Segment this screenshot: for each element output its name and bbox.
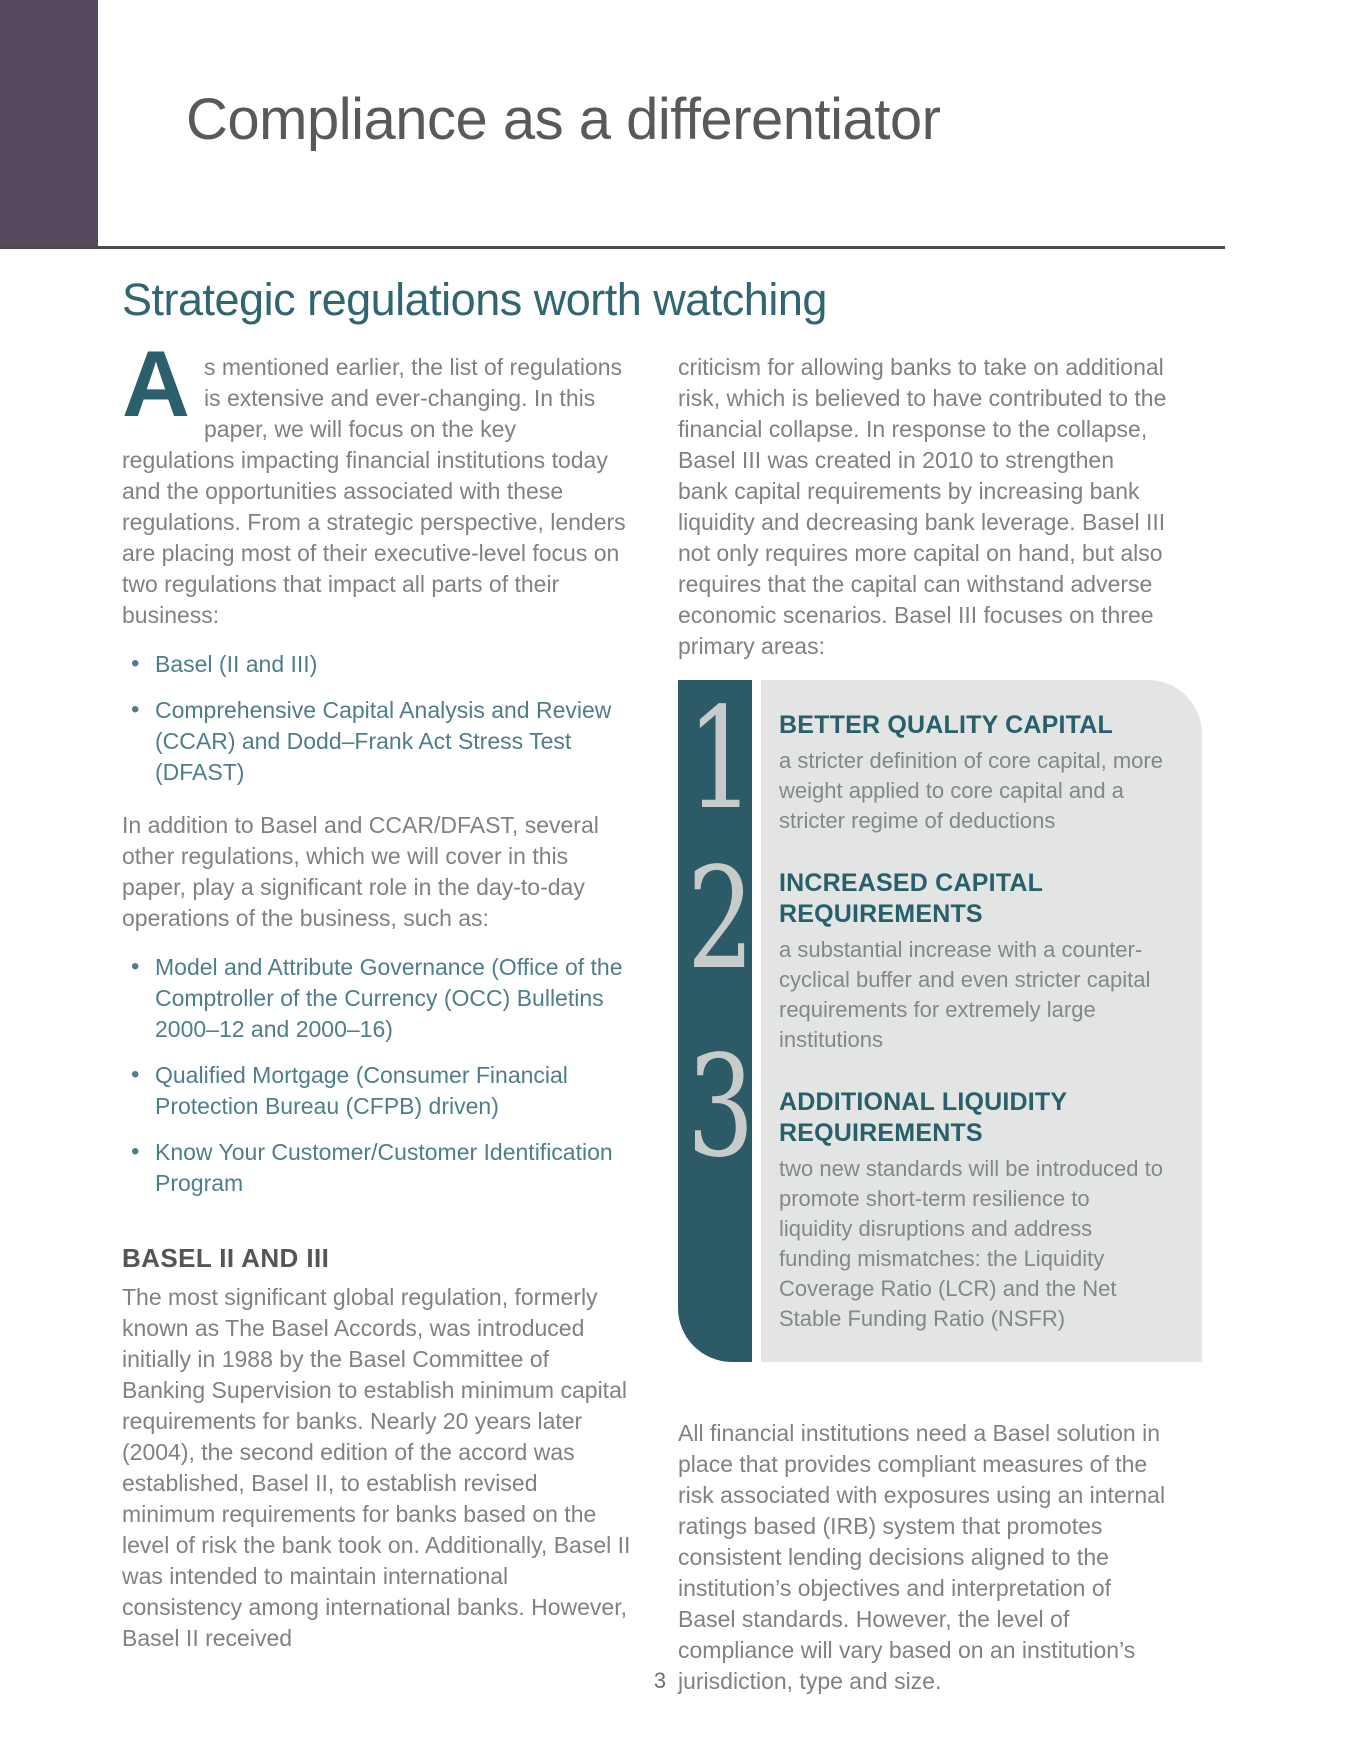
list-item-text: Know Your Customer/Customer Identification Program: [155, 1139, 613, 1196]
callout-panel: [761, 680, 1202, 1362]
list-item-text: Model and Attribute Governance (Office of the Comptroller of the Currency (OCC) Bulletins 2000–12 and 2000–16): [155, 954, 623, 1042]
right-column: [678, 352, 1202, 1715]
callout-number-3: 3: [686, 1026, 755, 1189]
two-column-layout: [122, 331, 1206, 1715]
list-item-text: Comprehensive Capital Analysis and Review (CCAR) and Dodd–Frank Act Stress Test (DFAST): [155, 697, 612, 785]
list-item: [122, 695, 634, 788]
callout-item-body: a substantial increase with a counter-cyclical buffer and even stricter capital requirements for extremely large institutions: [779, 937, 1151, 1052]
basel-heading: BASEL II AND III: [122, 1243, 330, 1273]
purple-accent-block: [0, 0, 98, 246]
drop-cap-letter: A: [122, 331, 190, 436]
intro-paragraph: [122, 331, 634, 631]
secondary-regulations-list: [122, 952, 634, 1199]
basel-focus-callout: [678, 680, 1202, 1362]
page-number: 3: [653, 1668, 667, 1693]
callout-item-body: two new standards will be introduced to promote short-term resilience to liquidity disruptions and address funding mismatches: the Liquidity Coverage Ratio (LCR) and the Net Stable Funding Ratio (NSFR): [779, 1156, 1163, 1331]
section-heading: Strategic regulations worth watching: [122, 274, 827, 325]
callout-item-body: a stricter definition of core capital, more weight applied to core capital and a stricter regime of deductions: [779, 748, 1163, 833]
page-title: Compliance as a differentiator: [186, 87, 941, 152]
intro-paragraph-text: s mentioned earlier, the list of regulations is extensive and ever-changing. In this paper, we will focus on the key regulations impacting financial institutions today and the opportunities associated with these regulations. From a strategic perspective, lenders are placing most of their executive-level focus on two regulations that impact all parts of their business:: [122, 354, 626, 628]
callout-item-heading: INCREASED CAPITAL REQUIREMENTS: [779, 869, 1043, 928]
header-rule: [0, 246, 1225, 249]
callout-item: [779, 710, 1164, 836]
callout-item-heading: BETTER QUALITY CAPITAL: [779, 711, 1114, 739]
list-item: [122, 649, 634, 680]
callout-number-strip: [678, 678, 755, 1362]
list-item: [122, 952, 634, 1045]
list-item: [122, 1137, 634, 1199]
page-content: [122, 274, 1206, 1715]
list-item-text: Basel (II and III): [155, 651, 318, 677]
callout-number-1: 1: [686, 678, 755, 841]
closing-paragraph: All financial institutions need a Basel solution in place that provides compliant measures of the risk associated with exposures using an internal ratings based (IRB) system that promotes consistent lending decisions aligned to the institution’s objectives and interpretation of Basel standards. However, the level of compliance will vary based on an institution’s jurisdiction, type and size.: [678, 1420, 1166, 1694]
list-item-text: Qualified Mortgage (Consumer Financial Protection Bureau (CFPB) driven): [155, 1062, 568, 1119]
left-column: [122, 331, 634, 1672]
callout-item: [779, 868, 1164, 1055]
additional-regulations-paragraph: In addition to Basel and CCAR/DFAST, several other regulations, which we will cover in this paper, play a significant role in the day-to-day operations of the business, such as:: [122, 812, 599, 931]
callout-item: [779, 1087, 1164, 1334]
drop-cap: [122, 331, 196, 436]
primary-regulations-list: [122, 649, 634, 788]
callout-item-heading: ADDITIONAL LIQUIDITY REQUIREMENTS: [779, 1088, 1067, 1147]
callout-number-2: 2: [686, 838, 755, 1001]
basel-paragraph: The most significant global regulation, formerly known as The Basel Accords, was introduced initially in 1988 by the Basel Committee of Banking Supervision to establish minimum capital requirements for banks. Nearly 20 years later (2004), the second edition of the accord was established, Basel II, to establish revised minimum requirements for banks based on the level of risk the bank took on. Additionally, Basel II was intended to maintain international consistency among international banks. However, Basel II received: [122, 1284, 631, 1651]
list-item: [122, 1060, 634, 1122]
basel-three-paragraph: criticism for allowing banks to take on additional risk, which is believed to have contributed to the financial collapse. In response to the collapse, Basel III was created in 2010 to strengthen bank capital requirements by increasing bank liquidity and decreasing bank leverage. Basel III not only requires more capital on hand, but also requires that the capital can withstand adverse economic scenarios. Basel III focuses on three primary areas:: [678, 354, 1167, 659]
